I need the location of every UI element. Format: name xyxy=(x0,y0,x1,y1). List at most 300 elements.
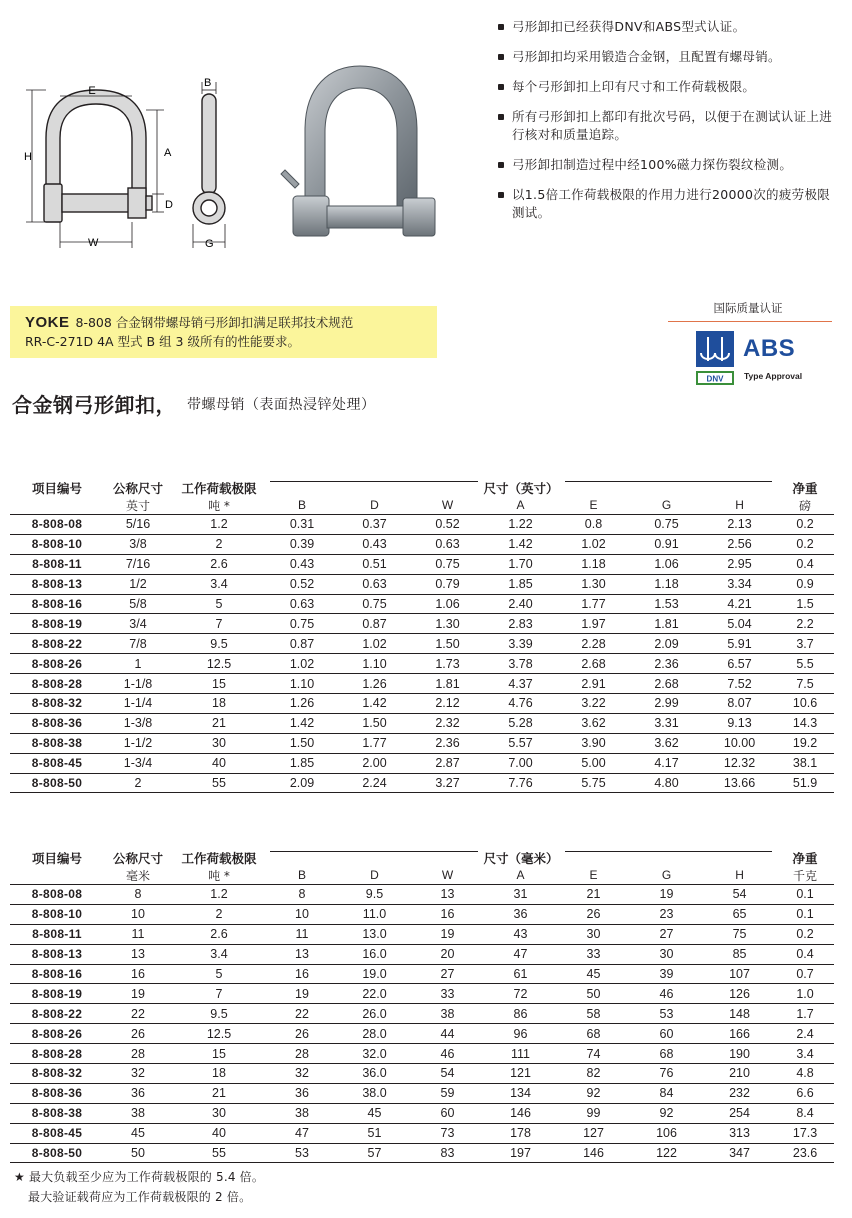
item-code-cell: 8-808-36 xyxy=(10,713,104,733)
table-cell: 5 xyxy=(172,964,266,984)
table-row xyxy=(10,515,834,535)
table-cell: 16 xyxy=(104,964,172,984)
table-cell: 4.37 xyxy=(484,674,557,694)
table-cell: 148 xyxy=(703,1004,776,1024)
table-cell: 19 xyxy=(104,984,172,1004)
table-cell: 1.22 xyxy=(484,515,557,535)
table-row xyxy=(10,594,834,614)
table-cell: 26 xyxy=(557,904,630,924)
table-cell: 68 xyxy=(630,1044,703,1064)
table-cell: 21 xyxy=(172,713,266,733)
table-cell: 96 xyxy=(484,1024,557,1044)
feature-item: 弓形卸扣均采用锻造合金钢，且配置有螺母销。 xyxy=(496,48,836,66)
table-cell: 27 xyxy=(630,924,703,944)
col-e: E xyxy=(557,496,630,515)
table-cell: 19 xyxy=(411,924,484,944)
item-code-cell: 8-808-10 xyxy=(10,904,104,924)
table-cell: 86 xyxy=(484,1004,557,1024)
table-cell: 1.77 xyxy=(338,733,411,753)
item-code-cell: 8-808-32 xyxy=(10,694,104,714)
col-header-weight: 净重 xyxy=(792,851,818,866)
table-cell: 18 xyxy=(172,694,266,714)
table-cell: 1/2 xyxy=(104,574,172,594)
table-cell: 2.99 xyxy=(630,694,703,714)
table-cell: 21 xyxy=(172,1083,266,1103)
col-header-wll: 工作荷载极限 xyxy=(181,481,257,496)
feature-item: 弓形卸扣制造过程中经100%磁力探伤裂纹检测。 xyxy=(496,156,836,174)
table-cell: 15 xyxy=(172,674,266,694)
table-cell: 7.52 xyxy=(703,674,776,694)
table-cell: 10 xyxy=(104,904,172,924)
table-cell: 46 xyxy=(411,1044,484,1064)
table-cell: 51.9 xyxy=(776,773,834,793)
table-cell: 2.09 xyxy=(630,634,703,654)
table-cell: 1.06 xyxy=(411,594,484,614)
table-cell: 36 xyxy=(104,1083,172,1103)
table-cell: 0.63 xyxy=(338,574,411,594)
table-cell: 30 xyxy=(172,733,266,753)
table-cell: 12.5 xyxy=(172,654,266,674)
table-cell: 19 xyxy=(266,984,338,1004)
table-cell: 1.73 xyxy=(411,654,484,674)
table-cell: 19.2 xyxy=(776,733,834,753)
table-cell: 2.91 xyxy=(557,674,630,694)
table-cell: 1-1/8 xyxy=(104,674,172,694)
table-cell: 1.50 xyxy=(266,733,338,753)
table-cell: 13 xyxy=(266,944,338,964)
table-cell: 166 xyxy=(703,1024,776,1044)
table-cell: 3.62 xyxy=(630,733,703,753)
table-cell: 15 xyxy=(172,1044,266,1064)
item-code-cell: 8-808-11 xyxy=(10,924,104,944)
table-cell: 0.75 xyxy=(411,554,484,574)
label-e: E xyxy=(88,85,96,97)
table-cell: 197 xyxy=(484,1143,557,1163)
table-cell: 40 xyxy=(172,1123,266,1143)
table-cell: 20 xyxy=(411,944,484,964)
table-cell: 39 xyxy=(630,964,703,984)
unit-wll: 吨 * xyxy=(172,866,266,885)
table-cell: 347 xyxy=(703,1143,776,1163)
item-code-cell: 8-808-19 xyxy=(10,614,104,634)
table-row xyxy=(10,1044,834,1064)
table-cell: 1.10 xyxy=(266,674,338,694)
table-cell: 8 xyxy=(266,885,338,905)
table-cell: 1.02 xyxy=(266,654,338,674)
table-row xyxy=(10,1143,834,1163)
table-cell: 19.0 xyxy=(338,964,411,984)
table-cell: 127 xyxy=(557,1123,630,1143)
table-cell: 3.27 xyxy=(411,773,484,793)
table-cell: 45 xyxy=(557,964,630,984)
table-cell: 1 xyxy=(104,654,172,674)
item-code-cell: 8-808-28 xyxy=(10,1044,104,1064)
table-cell: 0.8 xyxy=(557,515,630,535)
table-cell: 0.52 xyxy=(266,574,338,594)
table-cell: 38.1 xyxy=(776,753,834,773)
table-cell: 1.18 xyxy=(630,574,703,594)
table-cell: 50 xyxy=(104,1143,172,1163)
yoke-line-2: RR-C-271D 4A 型式 B 组 3 级所有的性能要求。 xyxy=(25,334,300,349)
table-cell: 27 xyxy=(411,964,484,984)
col-d: D xyxy=(338,496,411,515)
label-b: B xyxy=(204,77,212,89)
table-cell: 54 xyxy=(703,885,776,905)
table-cell: 16.0 xyxy=(338,944,411,964)
table-cell: 33 xyxy=(557,944,630,964)
table-cell: 47 xyxy=(484,944,557,964)
col-b: B xyxy=(266,496,338,515)
table-cell: 31 xyxy=(484,885,557,905)
table-row xyxy=(10,554,834,574)
table-cell: 21 xyxy=(557,885,630,905)
table-cell: 30 xyxy=(557,924,630,944)
table-cell: 1.02 xyxy=(557,534,630,554)
table-cell: 1.0 xyxy=(776,984,834,1004)
table-row xyxy=(10,574,834,594)
table-cell: 44 xyxy=(411,1024,484,1044)
table-cell: 3.4 xyxy=(776,1044,834,1064)
table-cell: 3.78 xyxy=(484,654,557,674)
table-cell: 45 xyxy=(104,1123,172,1143)
spec-table-inch xyxy=(10,466,834,793)
shackle-product-image xyxy=(275,58,445,258)
table-cell: 7.00 xyxy=(484,753,557,773)
table-cell: 9.5 xyxy=(172,1004,266,1024)
table-cell: 2.32 xyxy=(411,713,484,733)
table-cell: 0.31 xyxy=(266,515,338,535)
table-cell: 2.36 xyxy=(411,733,484,753)
table-cell: 4.76 xyxy=(484,694,557,714)
table-cell: 2.09 xyxy=(266,773,338,793)
table-cell: 146 xyxy=(557,1143,630,1163)
table-cell: 0.7 xyxy=(776,964,834,984)
table-cell: 1.81 xyxy=(630,614,703,634)
feature-list xyxy=(496,18,836,234)
table-cell: 22.0 xyxy=(338,984,411,1004)
table-cell: 1.7 xyxy=(776,1004,834,1024)
label-g: G xyxy=(205,238,214,250)
table-cell: 1-1/4 xyxy=(104,694,172,714)
table-cell: 0.51 xyxy=(338,554,411,574)
yoke-spec-note xyxy=(10,306,437,358)
table-cell: 5.5 xyxy=(776,654,834,674)
table-cell: 26 xyxy=(104,1024,172,1044)
table-cell: 0.39 xyxy=(266,534,338,554)
table-cell: 5 xyxy=(172,594,266,614)
item-code-cell: 8-808-45 xyxy=(10,1123,104,1143)
table-cell: 2.83 xyxy=(484,614,557,634)
table-cell: 38 xyxy=(411,1004,484,1024)
item-code-cell: 8-808-22 xyxy=(10,1004,104,1024)
table-cell: 0.75 xyxy=(338,594,411,614)
table-cell: 3.4 xyxy=(172,944,266,964)
table-cell: 7.5 xyxy=(776,674,834,694)
abs-logo: ABS xyxy=(743,335,796,362)
table-cell: 75 xyxy=(703,924,776,944)
table-cell: 65 xyxy=(703,904,776,924)
table-cell: 43 xyxy=(484,924,557,944)
table-cell: 92 xyxy=(630,1103,703,1123)
table-cell: 47 xyxy=(266,1123,338,1143)
col-header-nominal: 公称尺寸 xyxy=(112,851,163,866)
table-cell: 0.43 xyxy=(338,534,411,554)
unit-code xyxy=(10,496,104,515)
table-cell: 126 xyxy=(703,984,776,1004)
unit-weight: 千克 xyxy=(776,866,834,885)
item-code-cell: 8-808-19 xyxy=(10,984,104,1004)
table-cell: 61 xyxy=(484,964,557,984)
col-h: H xyxy=(703,866,776,885)
table-cell: 0.4 xyxy=(776,944,834,964)
table-row xyxy=(10,634,834,654)
item-code-cell: 8-808-36 xyxy=(10,1083,104,1103)
table-cell: 28.0 xyxy=(338,1024,411,1044)
table-cell: 11.0 xyxy=(338,904,411,924)
table-cell: 46 xyxy=(630,984,703,1004)
table-cell: 1.30 xyxy=(411,614,484,634)
unit-code xyxy=(10,866,104,885)
table-cell: 2.56 xyxy=(703,534,776,554)
table-cell: 4.21 xyxy=(703,594,776,614)
unit-nominal: 毫米 xyxy=(104,866,172,885)
table-cell: 3/8 xyxy=(104,534,172,554)
item-code-cell: 8-808-08 xyxy=(10,885,104,905)
table-cell: 38 xyxy=(266,1103,338,1123)
table-cell: 8.07 xyxy=(703,694,776,714)
table-cell: 0.1 xyxy=(776,885,834,905)
table-cell: 1.81 xyxy=(411,674,484,694)
table-cell: 1-1/2 xyxy=(104,733,172,753)
table-cell: 2.95 xyxy=(703,554,776,574)
table-cell: 12.32 xyxy=(703,753,776,773)
table-cell: 4.8 xyxy=(776,1064,834,1084)
table-row xyxy=(10,773,834,793)
table-cell: 22 xyxy=(266,1004,338,1024)
item-code-cell: 8-808-28 xyxy=(10,674,104,694)
table-row xyxy=(10,674,834,694)
col-header-code: 项目编号 xyxy=(31,851,82,866)
table-cell: 0.2 xyxy=(776,515,834,535)
table-cell: 51 xyxy=(338,1123,411,1143)
table-cell: 28 xyxy=(266,1044,338,1064)
table-cell: 1-3/8 xyxy=(104,713,172,733)
table-row xyxy=(10,1083,834,1103)
table-cell: 40 xyxy=(172,753,266,773)
item-code-cell: 8-808-26 xyxy=(10,1024,104,1044)
table-cell: 38.0 xyxy=(338,1083,411,1103)
table-cell: 3.4 xyxy=(172,574,266,594)
item-code-cell: 8-808-13 xyxy=(10,944,104,964)
unit-weight: 磅 xyxy=(776,496,834,515)
table-cell: 9.5 xyxy=(338,885,411,905)
table-row xyxy=(10,924,834,944)
table-cell: 2 xyxy=(172,534,266,554)
table-cell: 121 xyxy=(484,1064,557,1084)
table-cell: 5.04 xyxy=(703,614,776,634)
table-cell: 2.6 xyxy=(172,924,266,944)
table-cell: 3.7 xyxy=(776,634,834,654)
table-cell: 2.28 xyxy=(557,634,630,654)
table-cell: 68 xyxy=(557,1024,630,1044)
table-cell: 2.40 xyxy=(484,594,557,614)
table-cell: 0.4 xyxy=(776,554,834,574)
table-cell: 53 xyxy=(266,1143,338,1163)
table-cell: 0.75 xyxy=(266,614,338,634)
table-cell: 1.85 xyxy=(484,574,557,594)
dnv-logo xyxy=(696,331,734,387)
table-cell: 0.43 xyxy=(266,554,338,574)
table-cell: 106 xyxy=(630,1123,703,1143)
table-cell: 74 xyxy=(557,1044,630,1064)
table-cell: 1.42 xyxy=(338,694,411,714)
table-cell: 7/16 xyxy=(104,554,172,574)
table-cell: 76 xyxy=(630,1064,703,1084)
table-cell: 5/8 xyxy=(104,594,172,614)
table-cell: 0.2 xyxy=(776,924,834,944)
table-row xyxy=(10,733,834,753)
table-cell: 19 xyxy=(630,885,703,905)
table-row xyxy=(10,614,834,634)
table-cell: 3/4 xyxy=(104,614,172,634)
item-code-cell: 8-808-50 xyxy=(10,773,104,793)
table-row xyxy=(10,694,834,714)
table-cell: 0.87 xyxy=(266,634,338,654)
table-cell: 8 xyxy=(104,885,172,905)
col-h: H xyxy=(703,496,776,515)
col-e: E xyxy=(557,866,630,885)
table-cell: 1.02 xyxy=(338,634,411,654)
table-row xyxy=(10,1103,834,1123)
table-cell: 0.79 xyxy=(411,574,484,594)
col-a: A xyxy=(484,866,557,885)
table-cell: 1.97 xyxy=(557,614,630,634)
table-cell: 2.68 xyxy=(557,654,630,674)
table-cell: 1.5 xyxy=(776,594,834,614)
item-code-cell: 8-808-08 xyxy=(10,515,104,535)
col-w: W xyxy=(411,866,484,885)
table-cell: 0.63 xyxy=(266,594,338,614)
type-approval-text: Type Approval xyxy=(744,371,803,381)
shackle-front-diagram xyxy=(18,76,178,256)
table-cell: 1.06 xyxy=(630,554,703,574)
table-cell: 254 xyxy=(703,1103,776,1123)
table-cell: 5.00 xyxy=(557,753,630,773)
certification-label: 国际质量认证 xyxy=(713,301,783,315)
table-cell: 2.6 xyxy=(172,554,266,574)
feature-item: 每个弓形卸扣上印有尺寸和工作荷载极限。 xyxy=(496,78,836,96)
col-b: B xyxy=(266,866,338,885)
table-cell: 0.75 xyxy=(630,515,703,535)
table-row xyxy=(10,1024,834,1044)
table-cell: 1.50 xyxy=(338,713,411,733)
col-header-dimensions: 尺寸（英寸） xyxy=(266,466,776,496)
table-cell: 26.0 xyxy=(338,1004,411,1024)
table-cell: 1-3/4 xyxy=(104,753,172,773)
table-cell: 85 xyxy=(703,944,776,964)
table-cell: 2.87 xyxy=(411,753,484,773)
table-cell: 1.18 xyxy=(557,554,630,574)
table-cell: 9.13 xyxy=(703,713,776,733)
table-cell: 10 xyxy=(266,904,338,924)
table-cell: 16 xyxy=(411,904,484,924)
table-cell: 7.76 xyxy=(484,773,557,793)
col-header-weight: 净重 xyxy=(792,481,818,496)
table-cell: 0.1 xyxy=(776,904,834,924)
col-header-nominal: 公称尺寸 xyxy=(112,481,163,496)
table-cell: 122 xyxy=(630,1143,703,1163)
table-cell: 9.5 xyxy=(172,634,266,654)
item-code-cell: 8-808-38 xyxy=(10,733,104,753)
table-cell: 60 xyxy=(630,1024,703,1044)
table-cell: 23.6 xyxy=(776,1143,834,1163)
table-cell: 5.75 xyxy=(557,773,630,793)
table-cell: 2.00 xyxy=(338,753,411,773)
col-a: A xyxy=(484,496,557,515)
table-cell: 3.22 xyxy=(557,694,630,714)
table-cell: 1.42 xyxy=(484,534,557,554)
table-cell: 134 xyxy=(484,1083,557,1103)
table-cell: 4.80 xyxy=(630,773,703,793)
yoke-brand: YOKE xyxy=(25,314,70,331)
item-code-cell: 8-808-50 xyxy=(10,1143,104,1163)
label-w: W xyxy=(88,237,99,249)
table-row xyxy=(10,713,834,733)
table-cell: 1.26 xyxy=(338,674,411,694)
table-cell: 1.30 xyxy=(557,574,630,594)
table-cell: 36 xyxy=(266,1083,338,1103)
col-header-wll: 工作荷载极限 xyxy=(181,851,257,866)
table-cell: 2 xyxy=(104,773,172,793)
table-cell: 1.70 xyxy=(484,554,557,574)
table-cell: 0.37 xyxy=(338,515,411,535)
label-a: A xyxy=(164,147,172,159)
table-cell: 11 xyxy=(104,924,172,944)
item-code-cell: 8-808-22 xyxy=(10,634,104,654)
table-cell: 3.39 xyxy=(484,634,557,654)
table-cell: 28 xyxy=(104,1044,172,1064)
table-cell: 10.00 xyxy=(703,733,776,753)
table-cell: 26 xyxy=(266,1024,338,1044)
table-cell: 32 xyxy=(104,1064,172,1084)
col-w: W xyxy=(411,496,484,515)
table-cell: 83 xyxy=(411,1143,484,1163)
table-cell: 84 xyxy=(630,1083,703,1103)
yoke-line-1: 8-808 合金钢带螺母销弓形卸扣满足联邦技术规范 xyxy=(75,315,354,330)
table-cell: 11 xyxy=(266,924,338,944)
table-cell: 53 xyxy=(630,1004,703,1024)
spec-table-mm-body xyxy=(10,885,834,1163)
table-cell: 3.62 xyxy=(557,713,630,733)
table-row xyxy=(10,654,834,674)
product-subtitle: 带螺母销（表面热浸锌处理） xyxy=(187,397,376,413)
label-h: H xyxy=(24,151,32,163)
footnote-max-load: ★ 最大负载至少应为工作荷载极限的 5.4 倍。 xyxy=(14,1170,265,1184)
table-cell: 30 xyxy=(172,1103,266,1123)
table-cell: 0.91 xyxy=(630,534,703,554)
table-cell: 13 xyxy=(411,885,484,905)
table-cell: 1.2 xyxy=(172,885,266,905)
table-cell: 7 xyxy=(172,614,266,634)
table-cell: 1.2 xyxy=(172,515,266,535)
table-cell: 23 xyxy=(630,904,703,924)
item-code-cell: 8-808-10 xyxy=(10,534,104,554)
table-cell: 60 xyxy=(411,1103,484,1123)
table-row xyxy=(10,534,834,554)
table-cell: 146 xyxy=(484,1103,557,1123)
table-cell: 22 xyxy=(104,1004,172,1024)
spec-table-mm xyxy=(10,836,834,1163)
